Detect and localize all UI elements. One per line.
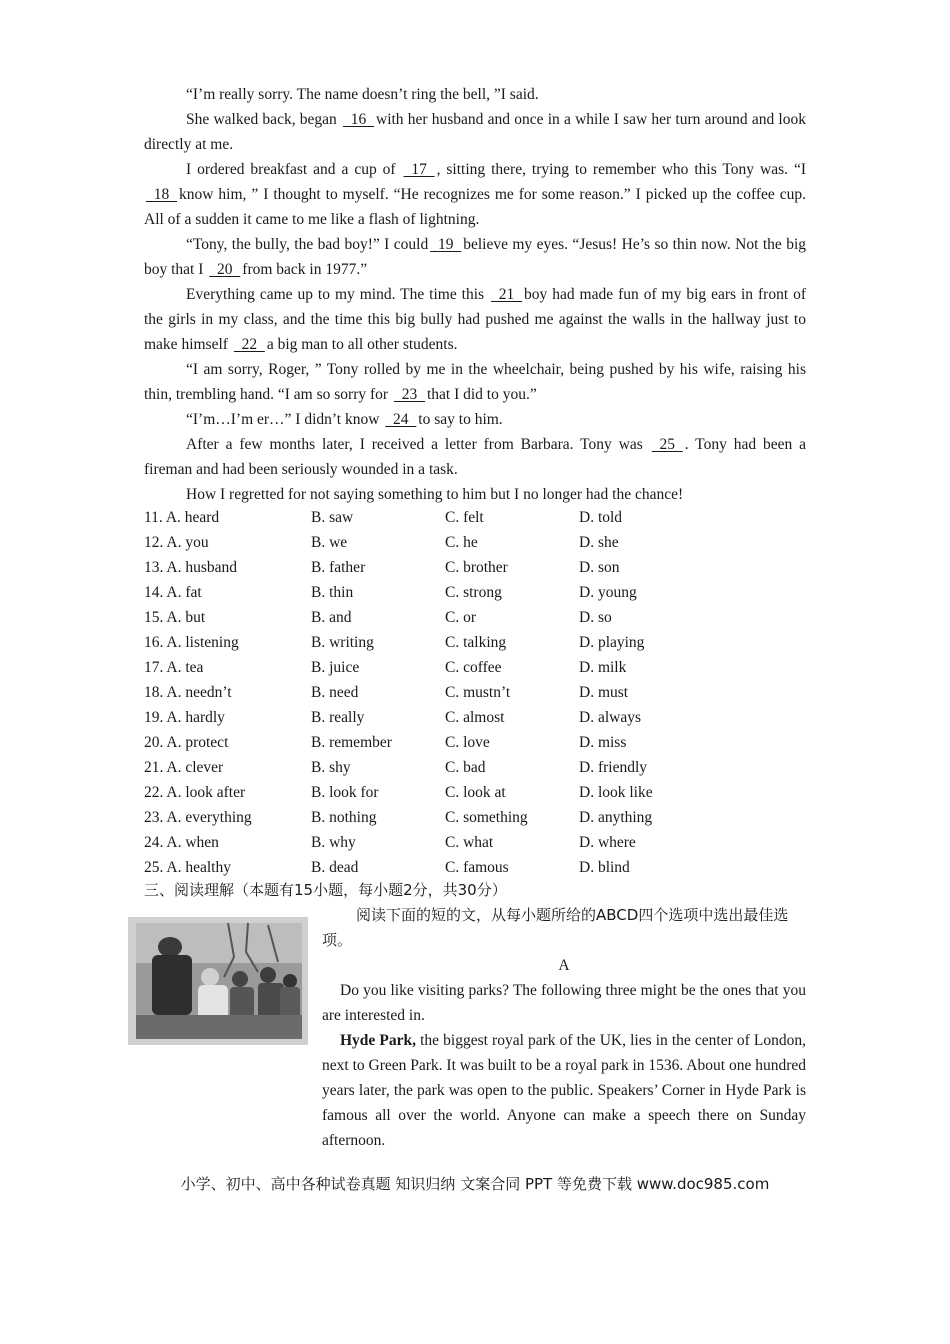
answer-blank: 17 xyxy=(403,161,435,178)
option-choice: D. always xyxy=(579,709,641,726)
answer-blank: 25 xyxy=(651,436,683,453)
story-paragraph: Everything came up to my mind. The time this 21 boy had made fun of my big ears in front of the girls in my class, and the time this big bully had pushed me against the walls in the hallway just to make himself 22 a big man to all other students. xyxy=(144,282,806,357)
option-choice: D. playing xyxy=(579,634,645,651)
hyde-park-title: Hyde Park, xyxy=(340,1032,417,1049)
option-choice: B. father xyxy=(311,559,366,576)
option-choice: 14. A. fat xyxy=(144,584,202,601)
option-choice: B. why xyxy=(311,834,356,851)
option-choice: B. look for xyxy=(311,784,379,801)
answer-blank: 19 xyxy=(430,236,462,253)
option-choice: C. bad xyxy=(445,759,486,776)
option-choice: C. or xyxy=(445,609,476,626)
option-choice: D. blind xyxy=(579,859,630,876)
section-heading: 三、阅读理解（本题有15小题，每小题2分，共30分） xyxy=(144,881,507,899)
answer-blank: 20 xyxy=(209,261,241,278)
story-paragraph: After a few months later, I received a letter from Barbara. Tony was 25 . Tony had been a fireman and had been seriously wounded in a task. xyxy=(144,432,806,482)
passage-a xyxy=(144,978,806,1153)
story-paragraph: I ordered breakfast and a cup of 17 , sitting there, trying to remember who this Tony was. “I 18 know him, ” I thought to myself. “He recognizes me for some reason.” I picked up the coffee cup. All of a sudden it came to me like a flash of lightning. xyxy=(144,157,806,232)
reading-instruction: 阅读下面的短的文，从每小题所给的ABCD四个选项中选出最佳选项。 xyxy=(322,906,789,949)
option-choice: 18. A. needn’t xyxy=(144,684,232,701)
option-row xyxy=(144,805,806,830)
passage-intro: Do you like visiting parks? The following three might be the ones that you are interested in. xyxy=(322,982,806,1024)
option-choice: D. so xyxy=(579,609,612,626)
option-choice: D. friendly xyxy=(579,759,648,776)
option-choice: B. really xyxy=(311,709,365,726)
option-row xyxy=(144,580,806,605)
option-choice: B. saw xyxy=(311,509,354,526)
option-choice: B. remember xyxy=(311,734,392,751)
option-row xyxy=(144,705,806,730)
option-choice: 12. A. you xyxy=(144,534,209,551)
option-choice: D. anything xyxy=(579,809,653,826)
option-choice: C. something xyxy=(445,809,528,826)
answer-blank: 22 xyxy=(233,336,265,353)
story-paragraph: “I’m…I’m er…” I didn’t know 24 to say to him. xyxy=(144,407,806,432)
option-choice: 17. A. tea xyxy=(144,659,204,676)
answer-blank: 23 xyxy=(393,386,425,403)
passage-letter: A xyxy=(558,957,570,974)
option-row xyxy=(144,655,806,680)
option-choice: 22. A. look after xyxy=(144,784,246,801)
option-choice: 11. A. heard xyxy=(144,509,220,526)
story-paragraph: “I’m really sorry. The name doesn’t ring the bell, ”I said. xyxy=(186,86,539,103)
option-choice: D. son xyxy=(579,559,620,576)
cloze-options xyxy=(144,505,806,880)
answer-blank: 18 xyxy=(146,186,177,203)
option-choice: 15. A. but xyxy=(144,609,206,626)
option-choice: 20. A. protect xyxy=(144,734,229,751)
option-choice: B. thin xyxy=(311,584,354,601)
answer-blank: 16 xyxy=(343,111,374,128)
option-choice: D. look like xyxy=(579,784,653,801)
option-choice: D. milk xyxy=(579,659,627,676)
option-choice: B. need xyxy=(311,684,359,701)
option-row xyxy=(144,505,806,530)
option-choice: B. we xyxy=(311,534,348,551)
option-row xyxy=(144,755,806,780)
option-choice: 25. A. healthy xyxy=(144,859,231,876)
option-row xyxy=(144,830,806,855)
option-choice: D. miss xyxy=(579,734,627,751)
story-paragraph: “Tony, the bully, the bad boy!” I could 19 believe my eyes. “Jesus! He’s so thin now. Not the big boy that I 20 from back in 1977.” xyxy=(144,232,806,282)
option-choice: C. felt xyxy=(445,509,484,526)
story-paragraph: How I regretted for not saying something to him but I no longer had the chance! xyxy=(186,486,684,503)
option-row xyxy=(144,680,806,705)
option-choice: D. where xyxy=(579,834,636,851)
hyde-park-first-line xyxy=(322,1028,806,1153)
cloze-story xyxy=(144,82,806,507)
option-choice: B. writing xyxy=(311,634,374,651)
option-choice: D. told xyxy=(579,509,623,526)
option-row xyxy=(144,555,806,580)
option-row xyxy=(144,530,806,555)
option-choice: C. coffee xyxy=(445,659,502,676)
option-choice: B. and xyxy=(311,609,352,626)
option-choice: 21. A. clever xyxy=(144,759,224,776)
option-row xyxy=(144,855,806,880)
option-choice: C. love xyxy=(445,734,490,751)
option-choice: C. mustn’t xyxy=(445,684,511,701)
option-choice: B. shy xyxy=(311,759,351,776)
option-choice: C. he xyxy=(445,534,478,551)
option-choice: C. strong xyxy=(445,584,502,601)
option-choice: B. nothing xyxy=(311,809,377,826)
page-footer: 小学、初中、高中各种试卷真题 知识归纳 文案合同 PPT 等免费下载 www.doc985.com xyxy=(180,1175,770,1193)
option-choice: B. dead xyxy=(311,859,359,876)
answer-blank: 24 xyxy=(385,411,417,428)
option-row xyxy=(144,780,806,805)
option-row xyxy=(144,730,806,755)
option-choice: D. young xyxy=(579,584,637,601)
option-choice: C. talking xyxy=(445,634,507,651)
option-choice: 24. A. when xyxy=(144,834,219,851)
option-choice: C. what xyxy=(445,834,494,851)
hyde-park-text: the biggest royal park of the UK, lies in the center of London, next to Green Park. It was built to be a royal park in 1536. About one hundred years later, the park was open to the public. Speakers’ Corner in Hyde Park is famous all over the world. Anyone can make a speech there on Sunday afternoon. xyxy=(322,1032,806,1149)
option-row xyxy=(144,605,806,630)
story-paragraph: “I am sorry, Roger, ” Tony rolled by me in the wheelchair, being pushed by his wife, raising his thin, trembling hand. “I am so sorry for 23 that I did to you.” xyxy=(144,357,806,407)
option-choice: D. she xyxy=(579,534,619,551)
option-choice: C. almost xyxy=(445,709,505,726)
option-choice: B. juice xyxy=(311,659,360,676)
story-paragraph: She walked back, began 16 with her husband and once in a while I saw her turn around and look directly at me. xyxy=(144,107,806,157)
option-choice: 23. A. everything xyxy=(144,809,252,826)
option-row xyxy=(144,630,806,655)
answer-blank: 21 xyxy=(491,286,523,303)
option-choice: C. look at xyxy=(445,784,506,801)
option-choice: 19. A. hardly xyxy=(144,709,225,726)
option-choice: D. must xyxy=(579,684,629,701)
option-choice: C. famous xyxy=(445,859,509,876)
option-choice: C. brother xyxy=(445,559,508,576)
option-choice: 13. A. husband xyxy=(144,559,237,576)
option-choice: 16. A. listening xyxy=(144,634,239,651)
